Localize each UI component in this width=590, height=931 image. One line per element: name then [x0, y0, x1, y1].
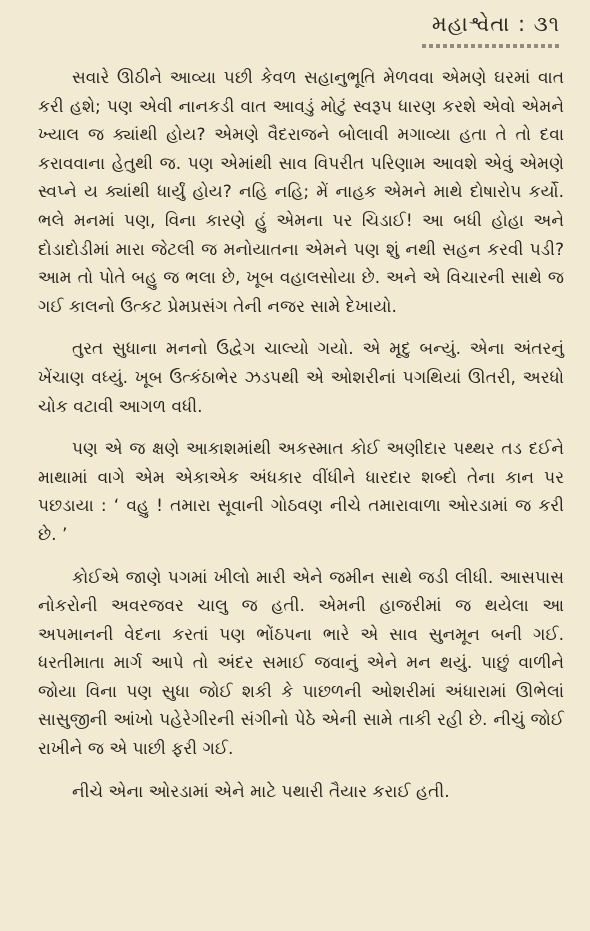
paragraph: તુરત સુધાના મનનો ઉદ્વેગ ચાલ્યો ગયો. એ મૃદુ બન્યું. એના અંતરનું ખેંચાણ વધ્યું. ખૂબ ઉત્કંઠાભેર ઝડપથી એ ઓશરીનાં પગથિયાં ઊતરી, અરધો ચોક વટાવી આગળ વધી.: [38, 339, 564, 417]
paragraph: સવારે ઊઠીને આવ્યા પછી કેવળ સહાનુભૂતિ મેળવવા એમણે ઘરમાં વાત કરી હશે; પણ એવી નાનકડી વાત આવડું મોટું સ્વરૂપ ધારણ કરશે એવો એમને ખ્યાલ જ ક્યાંથી હોય? એમણે વૈદરાજને બોલાવી મગાવ્યા હતા તે તો દવા કરાવવાના હેતુથી જ. પણ એમાંથી સાવ વિપરીત પરિણામ આવશે એવું એમણે સ્વપ્ને ય ક્યાંથી ધાર્યું હોય? નહિ નહિ; મેં નાહક એમને માથે દોષારોપ કર્યો. ભલે મનમાં પણ, વિના કારણે હું એમના પર ચિડાઈ! આ બધી હોહા અને દોડાદોડીમાં મારા જેટલી જ મનોયાતના એમને પણ શું નથી સહન કરવી પડી? આમ તો પોતે બહુ જ ભલા છે, ખૂબ વહાલસોયા છે. અને એ વિચારની સાથે જ ગઈ કાલનો ઉત્કટ પ્રેમપ્રસંગ તેની નજર સામે દેખાયો.: [38, 68, 564, 317]
paragraph: કોઈએ જાણે પગમાં ખીલો મારી એને જમીન સાથે જડી લીધી. આસપાસ નોકરોની અવરજવર ચાલુ જ હતી. એમની હાજરીમાં જ થયેલા આ અપમાનની વેદના કરતાં પણ ભોંઠપના ભારે એ સાવ સુનમૂન બની ગઈ. ધરતીમાતા માર્ગ આપે તો અંદર સમાઈ જવાનું એને મન થયું. પાછું વાળીને જોયા વિના પણ સુધા જોઈ શકી કે પાછળની ઓશરીમાં અંધારામાં ઊભેલાં સાસુજીની આંખો પહેરેગીરની સંગીનો પેઠે એની સામે તાકી રહી છે. નીચું જોઈ રાખીને જ એ પાછી ફરી ગઈ.: [38, 567, 564, 760]
page-body: [38, 64, 564, 820]
paragraph: પણ એ જ ક્ષણે આકાશમાંથી અકસ્માત કોઈ અણીદાર પથ્થર તડ દઈને માથામાં વાગે એમ એકાએક અંધકાર વીંધીને ધારદાર શબ્દો તેના કાન પર પછડાયા : ‘ વહુ ! તમારા સૂવાની ગોઠવણ નીચે તમારાવાળા ઓરડામાં જ કરી છે. ’: [38, 439, 564, 545]
paragraph: નીચે એના ઓરડામાં એને માટે પથારી તૈયાર કરાઈ હતી.: [72, 781, 450, 802]
header-rule: [422, 44, 562, 48]
running-header: મહાશ્વેતા : ૩૧: [431, 12, 560, 36]
